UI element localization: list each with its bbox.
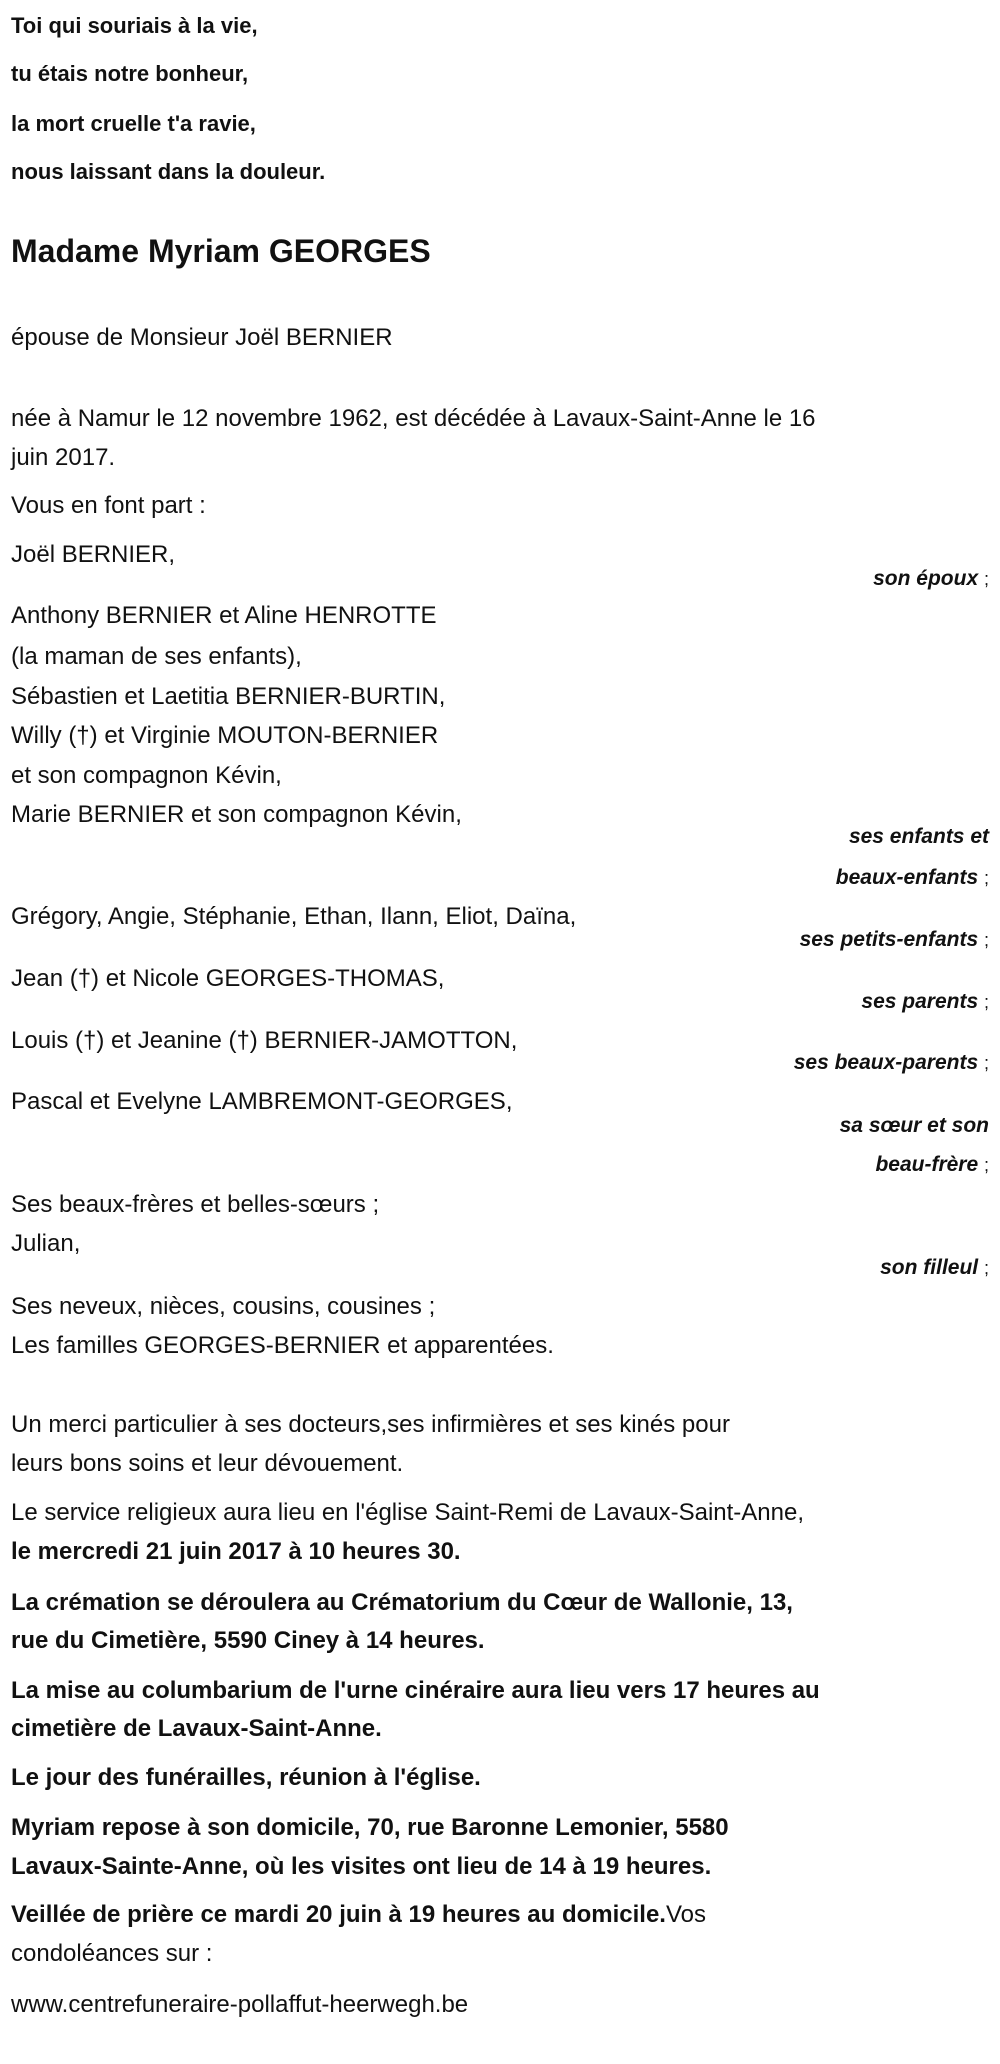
repose-line: Lavaux-Sainte-Anne, où les visites ont lieu de 14 à 19 heures. <box>11 1853 712 1880</box>
relation-label: sa sœur et son <box>839 1114 989 1137</box>
birth-death-line: juin 2017. <box>11 444 116 471</box>
relation-label: ses parents ; <box>861 990 989 1013</box>
thanks-line: Un merci particulier à ses docteurs,ses infirmières et ses kinés pour <box>11 1411 730 1438</box>
vigil-line: Veillée de prière ce mardi 20 juin à 19 heures au domicile.Vos <box>11 1901 707 1928</box>
family-line: Sébastien et Laetitia BERNIER-BURTIN, <box>11 683 446 710</box>
relation-label: beau-frère ; <box>875 1153 989 1176</box>
spouse-line: épouse de Monsieur Joël BERNIER <box>11 324 393 351</box>
poem-line: tu étais notre bonheur, <box>11 61 249 86</box>
repose-line: Myriam repose à son domicile, 70, rue Baronne Lemonier, 5580 <box>11 1814 729 1841</box>
family-line: Marie BERNIER et son compagnon Kévin, <box>11 801 462 828</box>
thanks-line: leurs bons soins et leur dévouement. <box>11 1450 404 1477</box>
relation-label: beaux-enfants ; <box>835 866 989 889</box>
family-line: Jean (†) et Nicole GEORGES-THOMAS, <box>11 965 445 992</box>
family-line: et son compagnon Kévin, <box>11 762 282 789</box>
family-line: Grégory, Angie, Stéphanie, Ethan, Ilann, Eliot, Daïna, <box>11 903 577 930</box>
cremation-line: rue du Cimetière, 5590 Ciney à 14 heures. <box>11 1627 485 1654</box>
poem-line: la mort cruelle t'a ravie, <box>11 111 256 136</box>
family-line: Louis (†) et Jeanine (†) BERNIER-JAMOTTON, <box>11 1027 518 1054</box>
deceased-name: Madame Myriam GEORGES <box>11 233 431 269</box>
family-line: Pascal et Evelyne LAMBREMONT-GEORGES, <box>11 1088 513 1115</box>
family-line: (la maman de ses enfants), <box>11 643 302 670</box>
family-line: Les familles GEORGES-BERNIER et apparentées. <box>11 1332 554 1359</box>
family-line: Ses neveux, nièces, cousins, cousines ; <box>11 1293 436 1320</box>
birth-death-line: née à Namur le 12 novembre 1962, est décédée à Lavaux-Saint-Anne le 16 <box>11 405 816 432</box>
announce-line: Vous en font part : <box>11 492 206 519</box>
family-line: Ses beaux-frères et belles-sœurs ; <box>11 1191 380 1218</box>
relation-label: son époux ; <box>873 567 989 590</box>
website-link[interactable]: www.centrefuneraire-pollaffut-heerwegh.be <box>11 1991 469 2018</box>
condolences-line: condoléances sur : <box>11 1940 213 1967</box>
family-line: Joël BERNIER, <box>11 541 176 568</box>
relation-label: ses enfants et <box>848 825 989 848</box>
service-date: le mercredi 21 juin 2017 à 10 heures 30. <box>11 1538 461 1565</box>
service-line: Le service religieux aura lieu en l'église Saint-Remi de Lavaux-Saint-Anne, <box>11 1499 805 1526</box>
columbarium-line: La mise au columbarium de l'urne cinéraire aura lieu vers 17 heures au <box>11 1677 820 1704</box>
cremation-line: La crémation se déroulera au Crématorium du Cœur de Wallonie, 13, <box>11 1589 793 1616</box>
family-line: Willy (†) et Virginie MOUTON-BERNIER <box>11 722 439 749</box>
relation-label: son filleul ; <box>880 1256 989 1279</box>
family-line: Julian, <box>11 1230 81 1257</box>
relation-label: ses beaux-parents ; <box>793 1051 989 1074</box>
relation-label: ses petits-enfants ; <box>799 928 989 951</box>
poem-line: Toi qui souriais à la vie, <box>11 13 258 38</box>
family-line: Anthony BERNIER et Aline HENROTTE <box>11 602 437 629</box>
poem-line: nous laissant dans la douleur. <box>11 159 326 184</box>
meeting-line: Le jour des funérailles, réunion à l'église. <box>11 1764 481 1791</box>
columbarium-line: cimetière de Lavaux-Saint-Anne. <box>11 1715 382 1742</box>
